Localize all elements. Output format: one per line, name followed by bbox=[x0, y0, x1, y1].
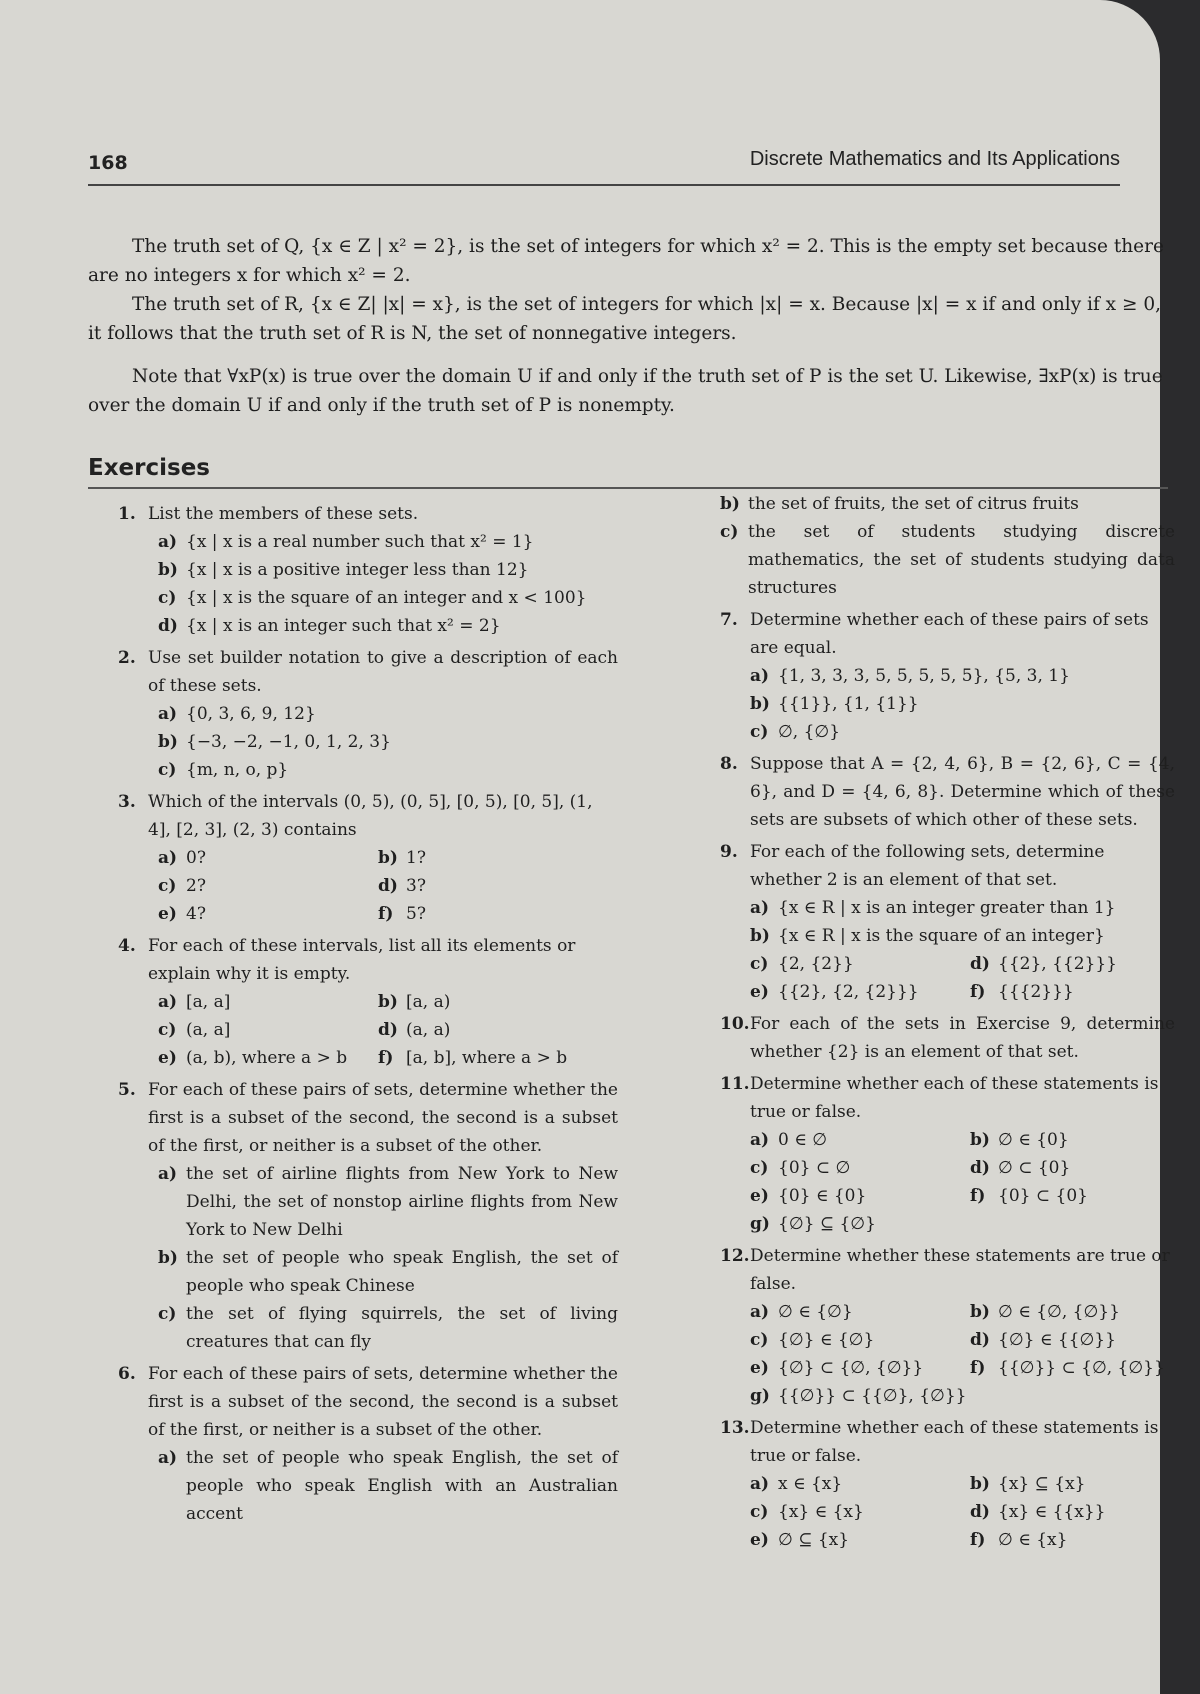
exercise-item: b) [a, a) bbox=[378, 992, 451, 1012]
exercise-4 bbox=[118, 932, 618, 1072]
exercise-text: Determine whether these statements are true or false. bbox=[750, 1246, 1170, 1294]
exercise-text: Which of the intervals (0, 5), (0, 5], [0, 5), [0, 5], (1, 4], [2, 3], (2, 3) contains bbox=[148, 792, 593, 840]
exercise-item: a) the set of airline flights from New York to New Delhi, the set of nonstop airline flights from New York to New Delhi bbox=[158, 1164, 618, 1240]
exercise-item: d) {x | x is an integer such that x² = 2} bbox=[158, 616, 501, 636]
exercise-number: 2. bbox=[118, 648, 136, 668]
intro-paragraph-2: The truth set of R, {x ∈ Z| |x| = x}, is the set of integers for which |x| = x. Because |x| = x if and only if x ≥ 0, it follows that the truth set of R is N, the set of nonnegative integers. bbox=[88, 294, 1162, 344]
exercise-item: e) ∅ ⊆ {x} bbox=[750, 1530, 850, 1550]
exercise-item: a) {x | x is a real number such that x² = 1} bbox=[158, 532, 534, 552]
exercise-6-continued bbox=[720, 490, 1175, 602]
exercises-heading-text: Exercises bbox=[88, 455, 210, 481]
exercise-item: b) {x | x is a positive integer less than 12} bbox=[158, 560, 529, 580]
exercise-number: 13. bbox=[720, 1418, 750, 1438]
exercise-item: b) {x} ⊆ {x} bbox=[970, 1474, 1086, 1494]
exercise-number: 3. bbox=[118, 792, 136, 812]
exercise-item: f) {{∅}} ⊂ {∅, {∅}} bbox=[970, 1358, 1165, 1378]
exercise-item: a) [a, a] bbox=[158, 992, 231, 1012]
exercise-13 bbox=[720, 1414, 1175, 1554]
exercise-number: 10. bbox=[720, 1014, 750, 1034]
exercise-number: 9. bbox=[720, 842, 738, 862]
exercise-item: c) {0} ⊂ ∅ bbox=[750, 1158, 851, 1178]
exercise-item: d) {∅} ∈ {{∅}} bbox=[970, 1330, 1116, 1350]
exercise-text: For each of these pairs of sets, determine whether the first is a subset of the second, the second is a subset of the first, or neither is a subset of the other. bbox=[148, 1080, 618, 1156]
exercise-number: 6. bbox=[118, 1364, 136, 1384]
exercise-item: c) {2, {2}} bbox=[750, 954, 854, 974]
exercise-10 bbox=[720, 1010, 1175, 1066]
exercise-item: f) ∅ ∈ {x} bbox=[970, 1530, 1068, 1550]
exercise-item: d) {x} ∈ {{x}} bbox=[970, 1502, 1106, 1522]
exercise-text: Determine whether each of these statements is true or false. bbox=[750, 1074, 1159, 1122]
exercise-item: g) {{∅}} ⊂ {{∅}, {∅}} bbox=[750, 1386, 967, 1406]
exercises-heading bbox=[88, 455, 1168, 489]
exercise-5 bbox=[118, 1076, 618, 1356]
exercise-item: b) ∅ ∈ {0} bbox=[970, 1130, 1069, 1150]
exercise-item: a) ∅ ∈ {∅} bbox=[750, 1302, 853, 1322]
exercise-item: a) the set of people who speak English, the set of people who speak English with an Australian accent bbox=[158, 1448, 618, 1524]
exercise-item: b) the set of people who speak English, the set of people who speak Chinese bbox=[158, 1248, 618, 1296]
exercise-item: e) {0} ∈ {0} bbox=[750, 1186, 867, 1206]
exercise-text: Determine whether each of these statements is true or false. bbox=[750, 1418, 1159, 1466]
intro-paragraph-3: Note that ∀xP(x) is true over the domain U if and only if the truth set of P is the set U. Likewise, ∃xP(x) is true over the domain U if and only if the truth set of P is nonempty. bbox=[88, 366, 1163, 416]
exercise-item: f) 5? bbox=[378, 904, 426, 924]
exercise-item: c) {∅} ∈ {∅} bbox=[750, 1330, 875, 1350]
exercise-item: c) ∅, {∅} bbox=[750, 722, 841, 742]
exercise-9 bbox=[720, 838, 1175, 1006]
exercise-text: Suppose that A = {2, 4, 6}, B = {2, 6}, C = {4, 6}, and D = {4, 6, 8}. Determine which of these sets are subsets of which other of these sets. bbox=[750, 754, 1175, 830]
exercise-item: a) 0 ∈ ∅ bbox=[750, 1130, 828, 1150]
exercise-item: a) 0? bbox=[158, 848, 206, 868]
exercise-text: List the members of these sets. bbox=[148, 504, 419, 524]
exercise-text: For each of these intervals, list all its elements or explain why it is empty. bbox=[148, 936, 576, 984]
exercise-7 bbox=[720, 606, 1175, 746]
right-column bbox=[720, 490, 1175, 1558]
exercise-item: e) {∅} ⊂ {∅, {∅}} bbox=[750, 1358, 924, 1378]
exercise-item: a) {x ∈ R | x is an integer greater than 1} bbox=[750, 898, 1116, 918]
exercise-item: b) {−3, −2, −1, 0, 1, 2, 3} bbox=[158, 732, 391, 752]
exercise-item: e) (a, b), where a > b bbox=[158, 1048, 348, 1068]
exercise-item: d) 3? bbox=[378, 876, 426, 896]
exercise-number: 11. bbox=[720, 1074, 750, 1094]
exercise-number: 1. bbox=[118, 504, 136, 524]
exercise-number: 5. bbox=[118, 1080, 136, 1100]
exercise-text: Use set builder notation to give a description of each of these sets. bbox=[148, 648, 618, 696]
exercise-item: a) x ∈ {x} bbox=[750, 1474, 843, 1494]
exercise-item: b) the set of fruits, the set of citrus fruits bbox=[720, 494, 1079, 514]
exercise-item: b) {{1}}, {1, {1}} bbox=[750, 694, 919, 714]
exercise-11 bbox=[720, 1070, 1175, 1238]
exercise-number: 7. bbox=[720, 610, 738, 630]
exercise-item: d) (a, a) bbox=[378, 1020, 451, 1040]
page-number: 168 bbox=[88, 152, 128, 174]
exercise-8 bbox=[720, 750, 1175, 834]
exercise-item: c) the set of students studying discrete mathematics, the set of students studying data structures bbox=[720, 522, 1175, 598]
exercise-item: g) {∅} ⊆ {∅} bbox=[750, 1214, 876, 1234]
exercise-item: c) (a, a] bbox=[158, 1020, 231, 1040]
exercise-item: c) {m, n, o, p} bbox=[158, 760, 289, 780]
exercise-number: 4. bbox=[118, 936, 136, 956]
exercise-item: c) {x} ∈ {x} bbox=[750, 1502, 864, 1522]
exercise-item: a) {0, 3, 6, 9, 12} bbox=[158, 704, 316, 724]
exercise-item: d) {{2}, {{2}}} bbox=[970, 954, 1117, 974]
exercise-item: f) {{{2}}} bbox=[970, 982, 1074, 1002]
exercise-item: c) 2? bbox=[158, 876, 206, 896]
exercise-item: c) {x | x is the square of an integer and x < 100} bbox=[158, 588, 587, 608]
exercise-text: For each of the sets in Exercise 9, determine whether {2} is an element of that set. bbox=[750, 1014, 1175, 1062]
exercise-text: Determine whether each of these pairs of sets are equal. bbox=[750, 610, 1149, 658]
exercise-item: a) {1, 3, 3, 3, 5, 5, 5, 5, 5}, {5, 3, 1} bbox=[750, 666, 1070, 686]
exercise-item: e) {{2}, {2, {2}}} bbox=[750, 982, 919, 1002]
exercise-3 bbox=[118, 788, 618, 928]
exercise-number: 12. bbox=[720, 1246, 750, 1266]
exercise-number: 8. bbox=[720, 754, 738, 774]
exercise-6 bbox=[118, 1360, 618, 1528]
exercise-item: b) {x ∈ R | x is the square of an integer} bbox=[750, 926, 1105, 946]
exercise-text: For each of the following sets, determine whether 2 is an element of that set. bbox=[750, 842, 1105, 890]
exercise-item: b) 1? bbox=[378, 848, 426, 868]
exercise-1 bbox=[118, 500, 618, 640]
exercise-item: f) {0} ⊂ {0} bbox=[970, 1186, 1088, 1206]
book-title: Discrete Mathematics and Its Applications bbox=[749, 148, 1120, 170]
intro-paragraph-1: The truth set of Q, {x ∈ Z | x² = 2}, is the set of integers for which x² = 2. This is the empty set because there are no integers x for which x² = 2. bbox=[88, 236, 1164, 286]
exercise-text: For each of these pairs of sets, determine whether the first is a subset of the second, the second is a subset of the first, or neither is a subset of the other. bbox=[148, 1364, 618, 1440]
exercise-item: f) [a, b], where a > b bbox=[378, 1048, 568, 1068]
left-column bbox=[118, 500, 618, 1532]
exercise-2 bbox=[118, 644, 618, 784]
exercise-item: e) 4? bbox=[158, 904, 206, 924]
exercise-item: c) the set of flying squirrels, the set of living creatures that can fly bbox=[158, 1304, 618, 1352]
page-header bbox=[88, 148, 1120, 186]
exercise-item: b) ∅ ∈ {∅, {∅}} bbox=[970, 1302, 1120, 1322]
intro-text bbox=[88, 232, 1168, 420]
exercise-12 bbox=[720, 1242, 1175, 1410]
exercise-item: d) ∅ ⊂ {0} bbox=[970, 1158, 1071, 1178]
